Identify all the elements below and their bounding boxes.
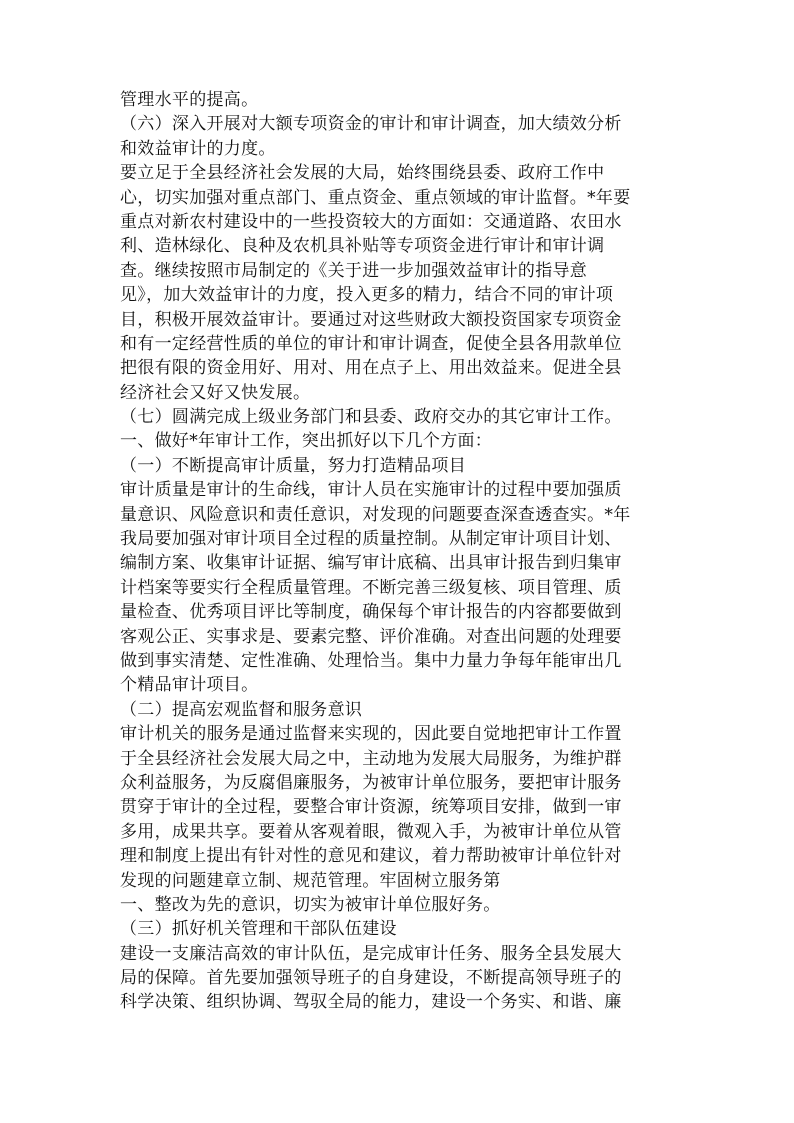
text-line: 客观公正、实事求是、要素完整、评价准确。对查出问题的处理要	[120, 626, 622, 647]
text-line: 建设一支廉洁高效的审计队伍，是完成审计任务、服务全县发展大	[120, 943, 622, 964]
text-line: 审计机关的服务是通过监督来实现的，因此要自觉地把审计工作置	[120, 724, 622, 745]
text-line: 要立足于全县经济社会发展的大局，始终围绕县委、政府工作中	[120, 163, 605, 184]
text-line: 贯穿于审计的全过程，要整合审计资源，统筹项目安排，做到一审	[120, 797, 622, 818]
text-line: 一、整改为先的意识，切实为被审计单位服好务。	[120, 894, 501, 915]
text-line: 众利益服务，为反腐倡廉服务，为被审计单位服务，要把审计服务	[120, 772, 622, 793]
text-line: 局的保障。首先要加强领导班子的自身建设，不断提高领导班子的	[120, 968, 622, 989]
text-line: 经济社会又好又快发展。	[120, 382, 311, 403]
text-line: 科学决策、组织协调、驾驭全局的能力，建设一个务实、和谐、廉	[120, 992, 622, 1013]
text-line: 多用，成果共享。要着从客观着眼，微观入手，为被审计单位从管	[120, 821, 622, 842]
text-line: 利、造林绿化、良种及农机具补贴等专项资金进行审计和审计调	[120, 236, 605, 257]
text-line: 见》，加大效益审计的力度，投入更多的精力，结合不同的审计项	[120, 285, 614, 306]
text-line: （六）深入开展对大额专项资金的审计和审计调查，加大绩效分析	[120, 114, 622, 135]
text-line: 审计质量是审计的生命线，审计人员在实施审计的过程中要加强质	[120, 480, 622, 501]
text-line: 把很有限的资金用好、用对、用在点子上、用出效益来。促进全县	[120, 358, 622, 379]
text-line: 重点对新农村建设中的一些投资较大的方面如：交通道路、农田水	[120, 211, 622, 232]
text-line: 量意识、风险意识和责任意识，对发现的问题要查深查透查实。*年	[120, 504, 631, 525]
text-line: （七）圆满完成上级业务部门和县委、政府交办的其它审计工作。	[120, 407, 622, 428]
text-line: 发现的问题建章立制、规范管理。牢固树立服务第	[120, 870, 501, 891]
text-line: 目，积极开展效益审计。要通过对这些财政大额投资国家专项资金	[120, 309, 622, 330]
text-line: 于全县经济社会发展大局之中，主动地为发展大局服务，为维护群	[120, 748, 622, 769]
text-line: 管理水平的提高。	[120, 90, 259, 110]
text-line: 心，切实加强对重点部门、重点资金、重点领域的审计监督。*年要	[120, 187, 631, 208]
text-line: （一）不断提高审计质量，努力打造精品项目	[120, 455, 466, 476]
text-line: 编制方案、收集审计证据、编写审计底稿、出具审计报告到归集审	[120, 553, 622, 574]
text-line: 和效益审计的力度。	[120, 138, 276, 159]
text-line: 和有一定经营性质的单位的审计和审计调查，促使全县各用款单位	[120, 333, 622, 354]
text-line: 我局要加强对审计项目全过程的质量控制。从制定审计项目计划、	[120, 529, 622, 550]
text-line: 理和制度上提出有针对性的意见和建议，着力帮助被审计单位针对	[120, 846, 622, 867]
text-line: 一、做好*年审计工作，突出抓好以下几个方面：	[120, 431, 493, 452]
text-line: 量检查、优秀项目评比等制度，确保每个审计报告的内容都要做到	[120, 602, 622, 623]
text-line: 查。继续按照市局制定的《关于进一步加强效益审计的指导意	[120, 260, 588, 281]
text-line: 个精品审计项目。	[120, 675, 259, 696]
text-line: （三）抓好机关管理和干部队伍建设	[120, 919, 397, 940]
document-body	[120, 88, 676, 1015]
text-line: 做到事实清楚、定性准确、处理恰当。集中力量力争每年能审出几	[120, 650, 622, 671]
text-line: （二）提高宏观监督和服务意识	[120, 699, 363, 720]
text-line: 计档案等要实行全程质量管理。不断完善三级复核、项目管理、质	[120, 577, 622, 598]
